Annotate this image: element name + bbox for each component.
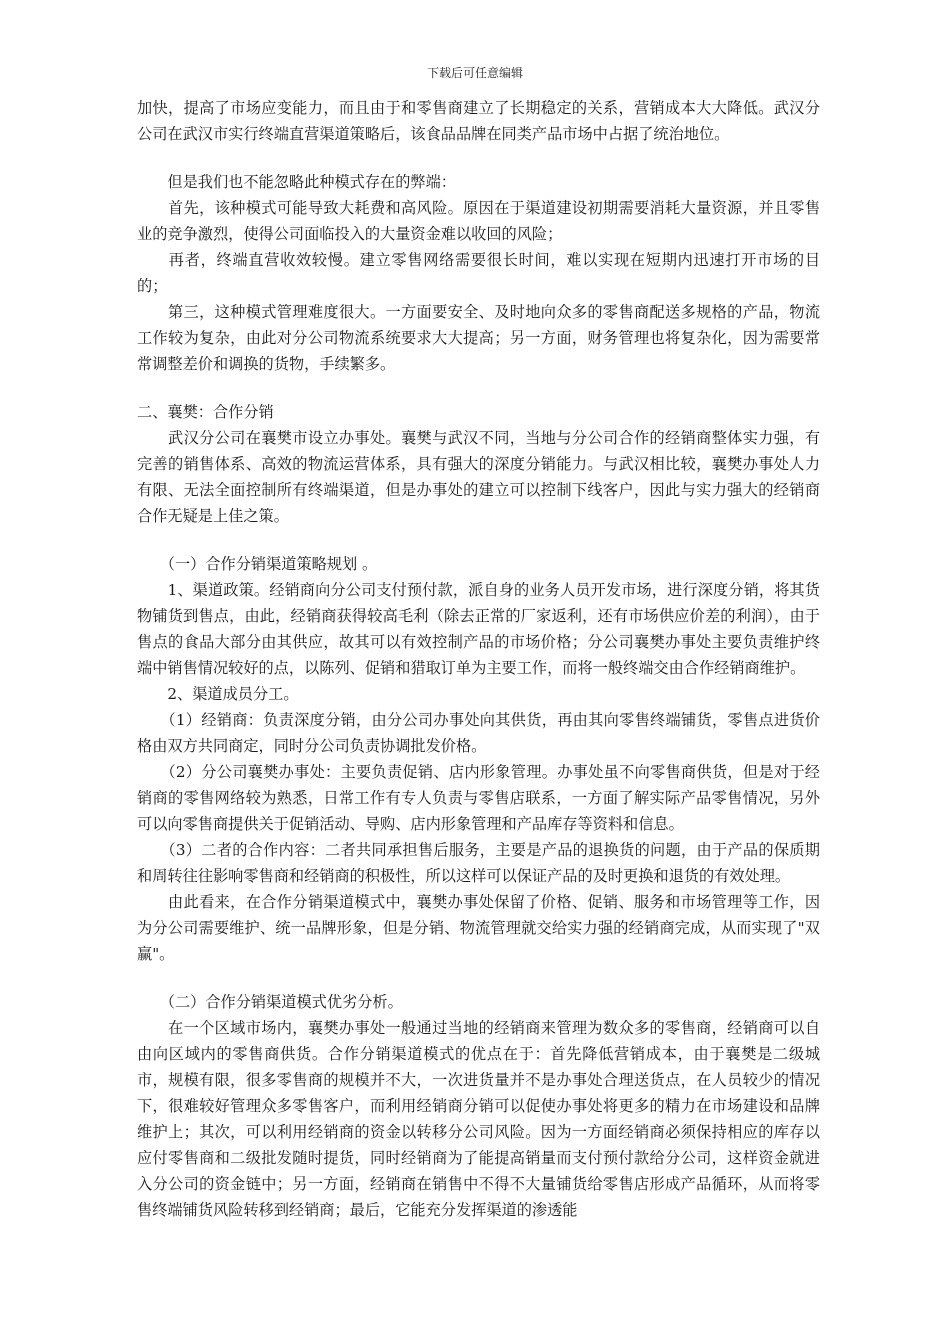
- paragraph-office-role: （2）分公司襄樊办事处：主要负责促销、店内形象管理。办事处虽不向零售商供货，但是对于经销商的零售网络较为熟悉，日常工作有专人负责与零售店联系，一方面了解实际产品零售情况，另外可以向零售商提供关于促销活动、导购、店内形象管理和产品库存等资料和信息。: [137, 763, 820, 833]
- paragraph-distributor-role: （1）经销商：负责深度分销，由分公司办事处向其供货，再由其向零售终端铺货，零售点进货价格由双方共同商定，同时分公司负责协调批发价格。: [137, 711, 820, 755]
- paragraph-intro-continued: 加快，提高了市场应变能力，而且由于和零售商建立了长期稳定的关系，营销成本大大降低。武汉分公司在武汉市实行终端直营渠道策略后，该食品品牌在同类产品市场中占据了统治地位。: [137, 99, 820, 143]
- subheading-strategy-plan: （一）合作分销渠道策略规划 。: [137, 555, 378, 573]
- paragraph-gap: [137, 147, 820, 169]
- paragraph-xiangfan-intro: 武汉分公司在襄樊市设立办事处。襄樊与武汉不同，当地与分公司合作的经销商整体实力强，有完善的销售体系、高效的物流运营体系，具有强大的深度分销能力。与武汉相比较，襄樊办事处人力有限、无法全面控制所有终端渠道，但是办事处的建立可以控制下线客户，因此与实力强大的经销商合作无疑是上佳之策。: [137, 429, 820, 525]
- paragraph-gap: [137, 377, 820, 399]
- paragraph-drawbacks-lead: 但是我们也不能忽略此种模式存在的弊端：: [137, 173, 456, 191]
- paragraph-pros-analysis: 在一个区域市场内，襄樊办事处一般通过当地的经销商来管理为数众多的零售商，经销商可以自由向区域内的零售商供货。合作分销渠道模式的优点在于：首先降低营销成本，由于襄樊是二级城市，规模有限，很多零售商的规模并不大，一次进货量并不是办事处合理送货点，在人员较少的情况下，很难较好管理众多零售客户，而利用经销商分销可以促使办事处将更多的精力在市场建设和品牌维护上；其次，可以利用经销商的资金以转移分公司风险。因为一方面经销商必须保持相应的库存以应付零售商和二级批发随时提货，同时经销商为了能提高销量而支付预付款给分公司，这样资金就进入分公司的资金链中；另一方面，经销商在销售中不得不大量铺货给零售店形成产品循环，从而将零售终端铺货风险转移到经销商；最后，它能充分发挥渠道的渗透能: [137, 1019, 820, 1219]
- paragraph-member-division: 2、渠道成员分工。: [137, 685, 299, 703]
- paragraph-drawback-third: 第三，这种模式管理难度很大。一方面要安全、及时地向众多的零售商配送多规格的产品，物流工作较为复杂，由此对分公司物流系统要求大大提高；另一方面，财务管理也将复杂化，因为需要常常调整差价和调换的货物，手续繁多。: [137, 303, 820, 373]
- paragraph-gap: [137, 967, 820, 989]
- paragraph-drawback-second: 再者，终端直营收效较慢。建立零售网络需要很长时间，难以实现在短期内迅速打开市场的目的；: [137, 251, 820, 295]
- section-heading-xiangfan: 二、襄樊：合作分销: [137, 403, 274, 421]
- paragraph-cooperation-content: （3）二者的合作内容：二者共同承担售后服务，主要是产品的退换货的问题，由于产品的保质期和周转往往影响零售商和经销商的积极性，所以这样可以保证产品的及时更换和退货的有效处理。: [137, 841, 820, 885]
- paragraph-gap: [137, 529, 820, 551]
- page-header-note: 下载后可任意编辑: [426, 66, 523, 80]
- document-body: [137, 95, 820, 1223]
- paragraph-channel-policy: 1、渠道政策。经销商向分公司支付预付款，派自身的业务人员开发市场，进行深度分销，将其货物铺货到售点，由此，经销商获得较高毛利（除去正常的厂家返利，还有市场供应价差的利润），由于售点的食品大部分由其供应，故其可以有效控制产品的市场价格；分公司襄樊办事处主要负责维护终端中销售情况较好的点，以陈列、促销和猎取订单为主要工作，而将一般终端交由合作经销商维护。: [137, 581, 820, 677]
- paragraph-drawback-first: 首先，该种模式可能导致大耗费和高风险。原因在于渠道建设初期需要消耗大量资源，并且零售业的竞争激烈，使得公司面临投入的大量资金难以收回的风险；: [137, 199, 820, 243]
- subheading-pros-cons: （二）合作分销渠道模式优劣分析。: [137, 993, 403, 1011]
- paragraph-win-win-summary: 由此看来，在合作分销渠道模式中，襄樊办事处保留了价格、促销、服务和市场管理等工作，因为分公司需要维护、统一品牌形象，但是分销、物流管理就交给实力强的经销商完成，从而实现了"双赢"。: [137, 893, 820, 963]
